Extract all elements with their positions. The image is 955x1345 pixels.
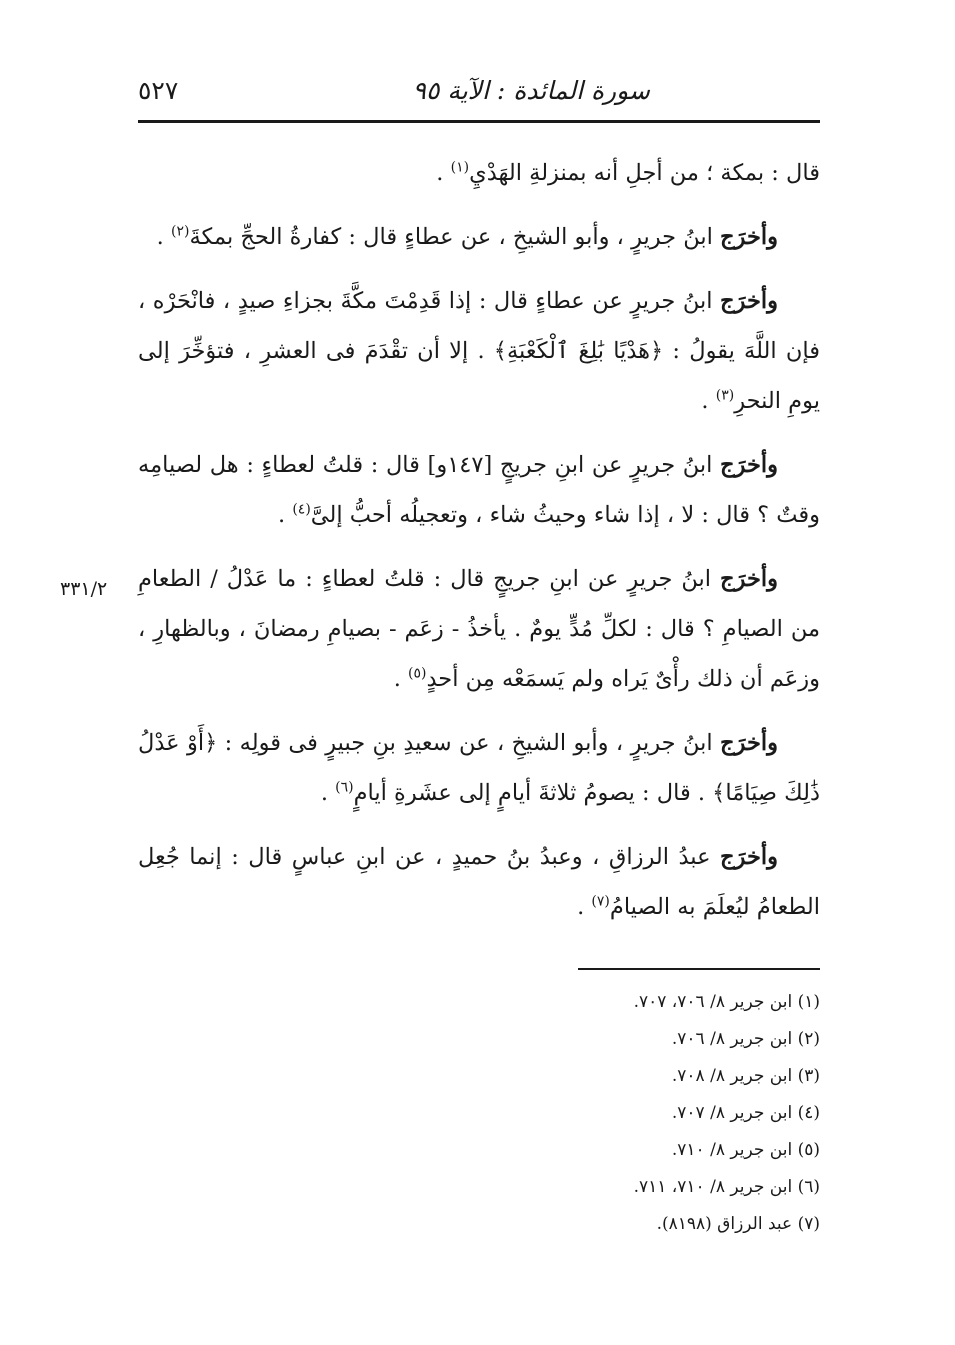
paragraph-text: ابنُ جريرٍ ، وأبو الشيخِ ، عن عطاءٍ قال : كفارةُ الحجِّ بمكةَ [189,224,721,250]
footnote-7: (٧) عبد الرزاق (٨١٩٨). [656,1214,820,1234]
paragraph-text: قال : بمكة ؛ من أجلِ أنه بمنزلةِ الهَدْيِ [469,160,820,186]
footnote-ref[interactable]: (٣) [715,387,735,404]
paragraph-end: . [393,666,409,692]
paragraph-lead: وأخرَج [720,288,778,314]
paragraph-5 [138,554,820,704]
paragraph-text: ابنُ جريرٍ عن عطاءٍ قال : إذا قَدِمْتَ مكَّةَ بجزاءِ صيدٍ ، فانْحَرْه ، فإن اللَّهَ يقولُ : ﴿هَدْيًا بَٰلِغَ ٱلْكَعْبَةِ﴾ . إلا أن تقْدَمَ فى العشرِ ، فتؤخِّرَ إلى يومِ النحرِ [138,288,820,414]
paragraph-lead: وأخرَج [720,224,778,250]
footnote-ref[interactable]: (٧) [591,893,610,910]
footnote-5: (٥) ابن جرير ٨/ ٧١٠. [671,1140,820,1160]
paragraph-text: عبدُ الرزاقِ ، وعبدُ بنُ حميدٍ ، عن ابنِ عباسٍ قال : إنما جُعِل الطعامُ ليُعلَمَ به الصيامُ [138,844,820,920]
running-title: سورة المائدة : الآية ٩٥ [412,76,650,105]
footnote-1: (١) ابن جرير ٨/ ٧٠٦، ٧٠٧. [633,992,820,1012]
paragraph-end: . [320,780,336,806]
paragraph-text: ابنُ جريرٍ عن ابنِ جريجٍ قال : قلتُ لعطاءٍ : ما عَدْلُ / الطعامِ من الصيامِ ؟ قال : لكلِّ مُدٍّ يومٌ . يأخذُ - زعَم - بصيامِ رمضانَ ، وبالظهارِ ، وزعَم أن ذلك رأْىٌ يَراه ولم يَسمَعْه مِن أحدٍ [138,566,820,692]
paragraph-lead: وأخرَج [720,844,778,870]
paragraph-4 [138,440,820,540]
page-number: ٥٢٧ [138,76,179,105]
paragraph-6 [138,718,820,818]
paragraph-end: . [701,388,716,414]
paragraph-1 [138,148,820,198]
footnote-ref[interactable]: (٢) [170,223,190,240]
footnote-ref[interactable]: (٦) [335,779,354,796]
footnote-6: (٦) ابن جرير ٨/ ٧١٠، ٧١١. [633,1177,820,1197]
paragraph-2 [138,212,820,262]
footnote-2: (٢) ابن جرير ٨/ ٧٠٦. [671,1029,820,1049]
paragraph-end: . [436,160,451,186]
footnote-rule [578,968,820,970]
paragraph-text: ابنُ جريرٍ عن ابنِ جريجٍ [١٤٧و] قال : قلتُ لعطاءٍ : هل لصيامِه وقتٌ ؟ قال : لا ، إذا شاء وحيثُ شاء ، وتعجيلُه أحبُّ إلىَّ [138,452,820,528]
footnote-3: (٣) ابن جرير ٨/ ٧٠٨. [671,1066,820,1086]
page-header [138,70,820,114]
paragraph-end: . [278,502,293,528]
header-rule [138,120,820,123]
footnote-ref[interactable]: (١) [450,159,470,176]
paragraph-lead: وأخرَج [720,566,778,592]
paragraph-lead: وأخرَج [720,730,778,756]
paragraph-end: . [156,224,171,250]
footnote-4: (٤) ابن جرير ٨/ ٧٠٧. [671,1103,820,1123]
footnote-ref[interactable]: (٥) [408,665,427,682]
main-text [138,148,820,946]
paragraph-7 [138,832,820,932]
footnote-ref[interactable]: (٤) [292,501,311,518]
margin-reference: ٣٣١/٢ [60,578,108,600]
footnotes [420,984,820,1243]
paragraph-text: ابنُ جريرٍ ، وأبو الشيخِ ، عن سعيدِ بنِ جبيرٍ فى قولِه : ﴿أَوْ عَدْلُ ذَٰلِكَ صِيَامًا﴾ . قال : يصومُ ثلاثةَ أيامٍ إلى عشَرةِ أيامٍ [138,730,820,806]
paragraph-lead: وأخرَج [720,452,778,478]
paragraph-3 [138,276,820,426]
paragraph-end: . [577,894,592,920]
